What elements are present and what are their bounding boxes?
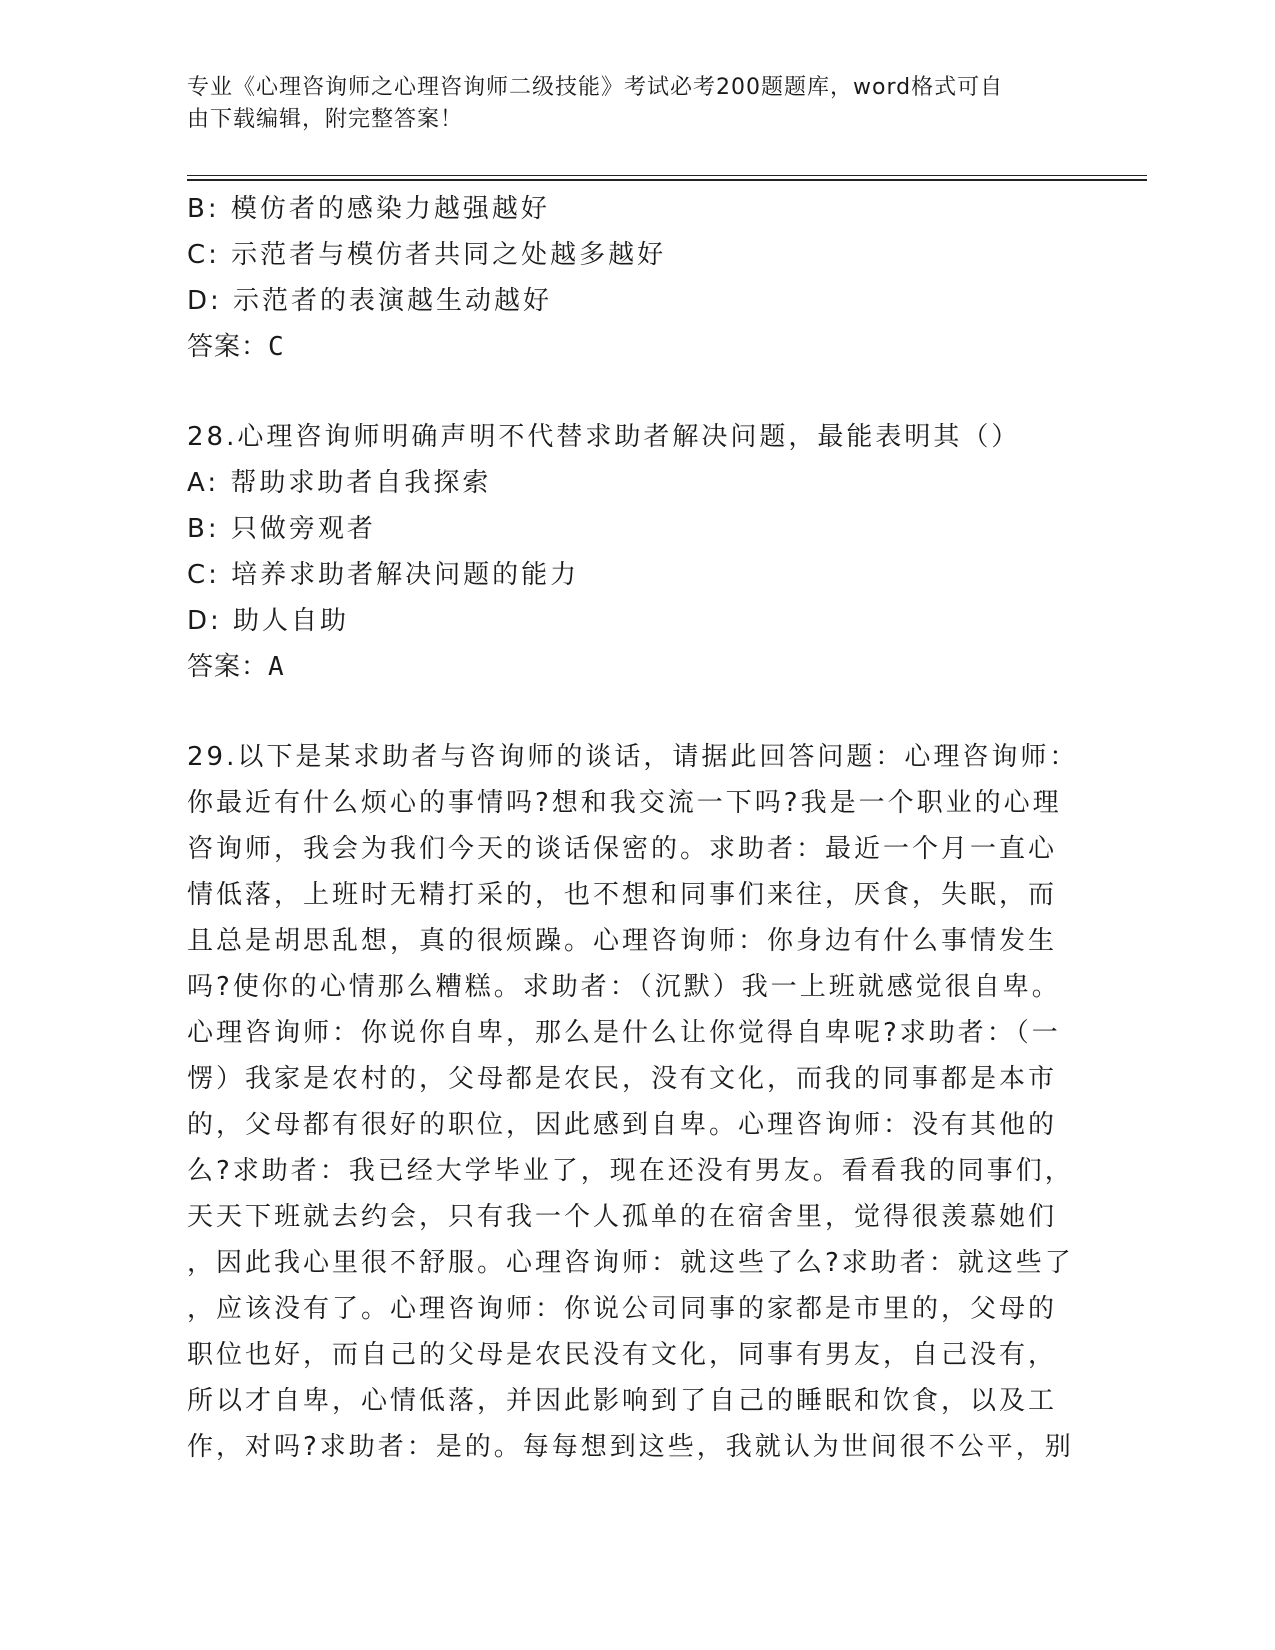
q29-line: 所以才自卑，心情低落，并因此影响到了自己的睡眠和饮食，以及工 [187, 1386, 1058, 1416]
q29-line: 么?求助者：我已经大学毕业了，现在还没有男友。看看我的同事们， [187, 1156, 1074, 1186]
q28-option-a: A: 帮助求助者自我探索 [187, 468, 492, 498]
q29-line: ，应该没有了。心理咨询师：你说公司同事的家都是市里的，父母的 [187, 1294, 1058, 1324]
q29-line: 职位也好，而自己的父母是农民没有文化，同事有男友，自己没有， [187, 1340, 1058, 1370]
spacer [187, 690, 1067, 734]
q28-answer: 答案：A [187, 652, 285, 682]
q27-option-b: B: 模仿者的感染力越强越好 [187, 194, 550, 224]
header-divider-thick [187, 179, 1147, 181]
q29-line: 愣）我家是农村的，父母都是农民，没有文化，而我的同事都是本市 [187, 1064, 1058, 1094]
q27-option-c: C: 示范者与模仿者共同之处越多越好 [187, 240, 667, 270]
q28-option-b: B: 只做旁观者 [187, 514, 376, 544]
q27-answer: 答案：C [187, 332, 285, 362]
q28-question: 28.心理咨询师明确声明不代替求助者解决问题，最能表明其（） [187, 422, 1021, 452]
q28-option-d: D: 助人自助 [187, 606, 350, 636]
q29-line: 天天下班就去约会，只有我一个人孤单的在宿舍里，觉得很羡慕她们 [187, 1202, 1058, 1232]
q29-line: 心理咨询师：你说你自卑，那么是什么让你觉得自卑呢?求助者：（一 [187, 1018, 1061, 1048]
q29-line: 吗?使你的心情那么糟糕。求助者：（沉默）我一上班就感觉很自卑。 [187, 972, 1061, 1002]
q28-option-c: C: 培养求助者解决问题的能力 [187, 560, 580, 590]
q27-option-d: D: 示范者的表演越生动越好 [187, 286, 553, 316]
header-divider-thin [187, 175, 1147, 176]
spacer [187, 370, 1067, 414]
document-body [187, 186, 1079, 1470]
q29-line: 情低落，上班时无精打采的，也不想和同事们来往，厌食，失眠，而 [187, 880, 1058, 910]
q29-passage [187, 734, 1079, 1470]
q29-line: 作，对吗?求助者：是的。每每想到这些，我就认为世间很不公平，别 [187, 1432, 1074, 1462]
header-line-1: 专业《心理咨询师之心理咨询师二级技能》考试必考200题题库，word格式可自 [187, 75, 1004, 100]
q29-line: 你最近有什么烦心的事情吗?想和我交流一下吗?我是一个职业的心理 [187, 788, 1062, 818]
document-header [187, 72, 1077, 136]
q29-line: ，因此我心里很不舒服。心理咨询师：就这些了么?求助者：就这些了 [187, 1248, 1074, 1278]
header-line-2: 由下载编辑，附完整答案！ [187, 107, 464, 132]
q29-line: 29.以下是某求助者与咨询师的谈话，请据此回答问题：心理咨询师： [187, 742, 1079, 772]
q29-line: 的，父母都有很好的职位，因此感到自卑。心理咨询师：没有其他的 [187, 1110, 1058, 1140]
q29-line: 且总是胡思乱想，真的很烦躁。心理咨询师：你身边有什么事情发生 [187, 926, 1058, 956]
q29-line: 咨询师，我会为我们今天的谈话保密的。求助者：最近一个月一直心 [187, 834, 1058, 864]
